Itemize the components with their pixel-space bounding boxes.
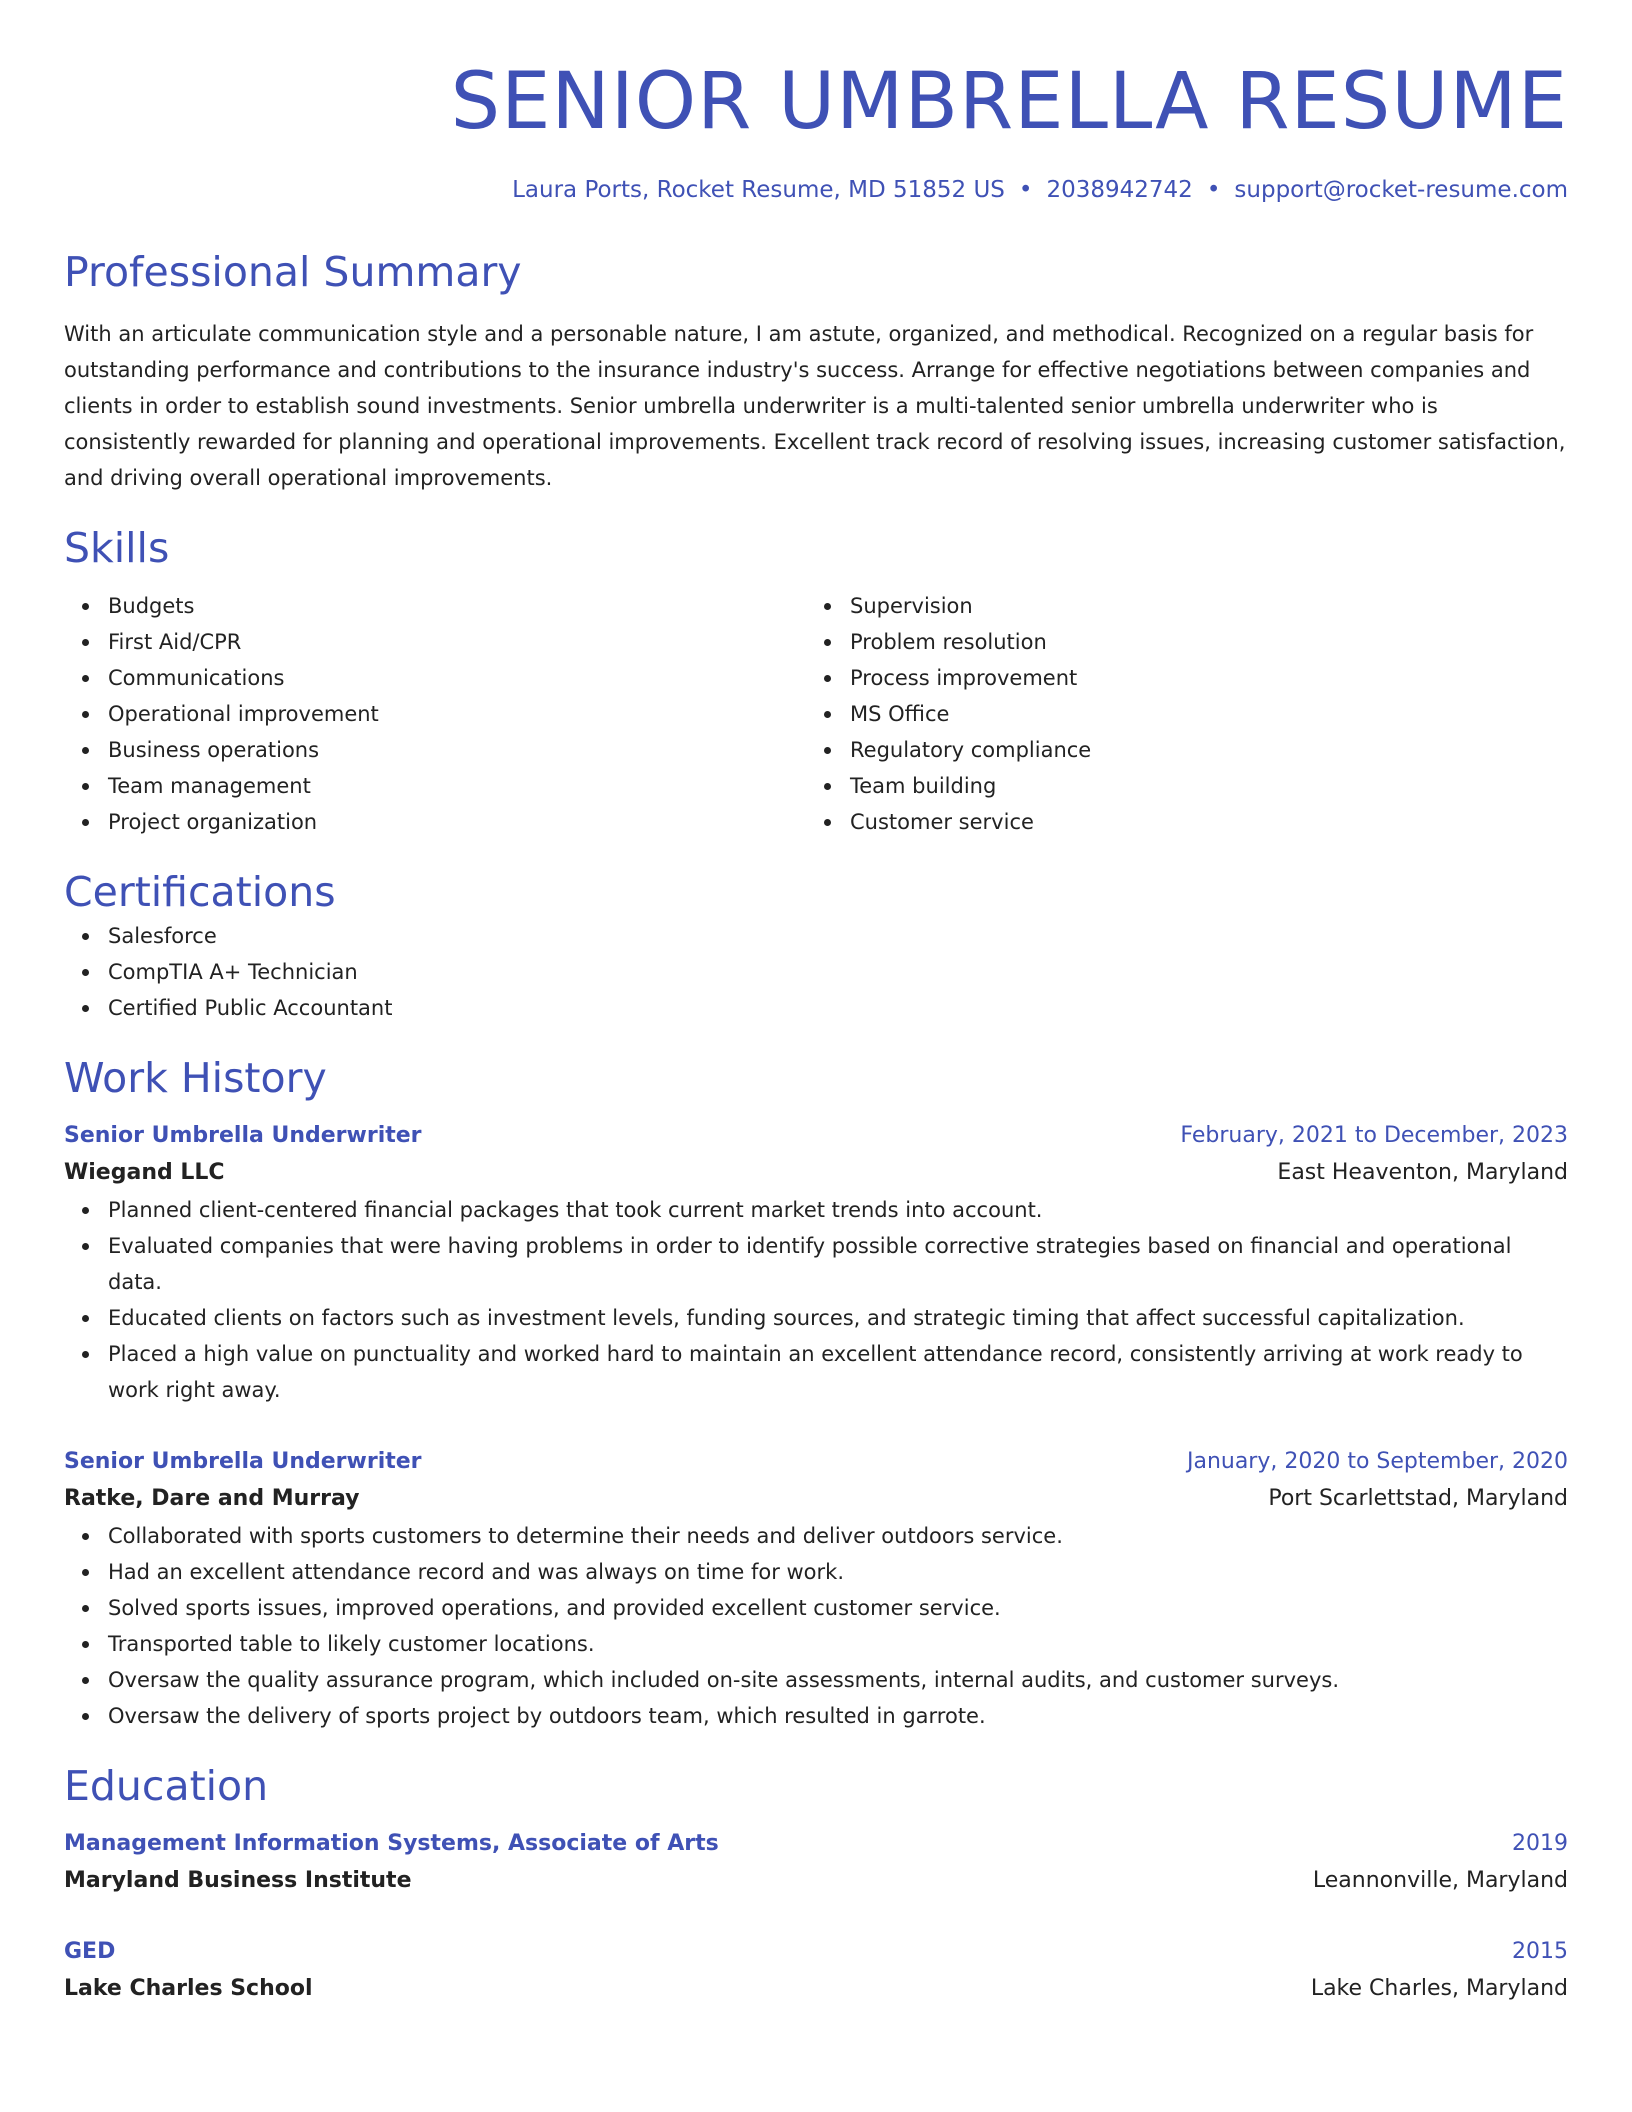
skill-item: Operational improvement — [108, 696, 806, 732]
contact-line — [64, 174, 1568, 206]
education-location: Leannonville, Maryland — [1312, 1868, 1568, 1893]
certification-item: Certified Public Accountant — [108, 990, 1568, 1026]
skill-item: Customer service — [850, 804, 1548, 840]
job-location: Port Scarlettstad, Maryland — [1268, 1486, 1568, 1511]
skill-item: First Aid/CPR — [108, 624, 806, 660]
section-title-skills: Skills — [64, 524, 170, 572]
education-year: 2015 — [1512, 1939, 1568, 1964]
skill-item: Business operations — [108, 732, 806, 768]
skill-item: Regulatory compliance — [850, 732, 1548, 768]
skill-item: Team building — [850, 768, 1548, 804]
education-school: Lake Charles School — [64, 1976, 313, 2001]
skill-item: Team management — [108, 768, 806, 804]
skills-list — [64, 588, 1568, 840]
skill-item: Budgets — [108, 588, 806, 624]
contact-phone: 2038942742 — [1046, 177, 1193, 203]
education-location: Lake Charles, Maryland — [1310, 1976, 1568, 2001]
resume-title: SENIOR UMBRELLA RESUME — [450, 57, 1568, 147]
contact-address: Laura Ports, Rocket Resume, MD 51852 US — [512, 177, 1005, 203]
education-degree: GED — [64, 1939, 116, 1964]
job-location: East Heaventon, Maryland — [1277, 1160, 1568, 1185]
job-duty-item: Collaborated with sports customers to determine their needs and deliver outdoors service. — [108, 1518, 1568, 1554]
certification-item: CompTIA A+ Technician — [108, 954, 1568, 990]
certification-item: Salesforce — [108, 918, 1568, 954]
job-duty-item: Solved sports issues, improved operations, and provided excellent customer service. — [108, 1590, 1568, 1626]
job-entry — [64, 1118, 1568, 1408]
job-duty-item: Had an excellent attendance record and was always on time for work. — [108, 1554, 1568, 1590]
job-dates: January, 2020 to September, 2020 — [1186, 1449, 1568, 1474]
skills-column-right — [806, 588, 1548, 840]
job-role: Senior Umbrella Underwriter — [64, 1449, 422, 1474]
contact-separator: • — [1206, 177, 1221, 203]
section-title-summary: Professional Summary — [64, 248, 522, 296]
job-company: Wiegand LLC — [64, 1160, 225, 1185]
job-dates: February, 2021 to December, 2023 — [1180, 1123, 1568, 1148]
job-duty-item: Oversaw the delivery of sports project by outdoors team, which resulted in garrote. — [108, 1698, 1568, 1734]
job-duty-item: Planned client-centered financial packages that took current market trends into account. — [108, 1192, 1568, 1228]
skill-item: Problem resolution — [850, 624, 1548, 660]
skill-item: Supervision — [850, 588, 1548, 624]
job-entry — [64, 1444, 1568, 1734]
job-duty-item: Placed a high value on punctuality and worked hard to maintain an excellent attendance record, consistently arriving at work ready to work right away. — [108, 1336, 1568, 1408]
summary-text: With an articulate communication style and a personable nature, I am astute, organized, and methodical. Recognized on a regular basis for outstanding performance and contributions to the insurance industry's success. Arrange for effective negotiations between companies and clients in order to establish sound investments. Senior umbrella underwriter is a multi-talented senior umbrella underwriter who is consistently rewarded for planning and operational improvements. Excellent track record of resolving issues, increasing customer satisfaction, and driving overall operational improvements. — [64, 322, 1566, 490]
resume-page — [64, 52, 1568, 2008]
education-entry — [64, 1934, 1568, 2008]
skills-column-left — [64, 588, 806, 840]
education-entry — [64, 1826, 1568, 1900]
education-degree: Management Information Systems, Associate of Arts — [64, 1831, 719, 1856]
section-title-education: Education — [64, 1762, 269, 1810]
section-title-work-history: Work History — [64, 1054, 327, 1102]
education-year: 2019 — [1512, 1831, 1568, 1856]
skill-item: Communications — [108, 660, 806, 696]
education-school: Maryland Business Institute — [64, 1868, 412, 1893]
certifications-list — [64, 918, 1568, 1026]
job-duties — [64, 1518, 1568, 1734]
job-duty-item: Educated clients on factors such as investment levels, funding sources, and strategic timing that affect successful capitalization. — [108, 1300, 1568, 1336]
section-title-certifications: Certifications — [64, 868, 336, 916]
job-duty-item: Oversaw the quality assurance program, which included on-site assessments, internal audits, and customer surveys. — [108, 1662, 1568, 1698]
skill-item: Process improvement — [850, 660, 1548, 696]
skill-item: MS Office — [850, 696, 1548, 732]
job-duty-item: Transported table to likely customer locations. — [108, 1626, 1568, 1662]
job-duty-item: Evaluated companies that were having problems in order to identify possible corrective strategies based on financial and operational data. — [108, 1228, 1568, 1300]
job-company: Ratke, Dare and Murray — [64, 1486, 360, 1511]
contact-separator: • — [1018, 177, 1033, 203]
job-duties — [64, 1192, 1568, 1408]
contact-email: support@rocket-resume.com — [1234, 177, 1568, 203]
job-role: Senior Umbrella Underwriter — [64, 1123, 422, 1148]
skill-item: Project organization — [108, 804, 806, 840]
